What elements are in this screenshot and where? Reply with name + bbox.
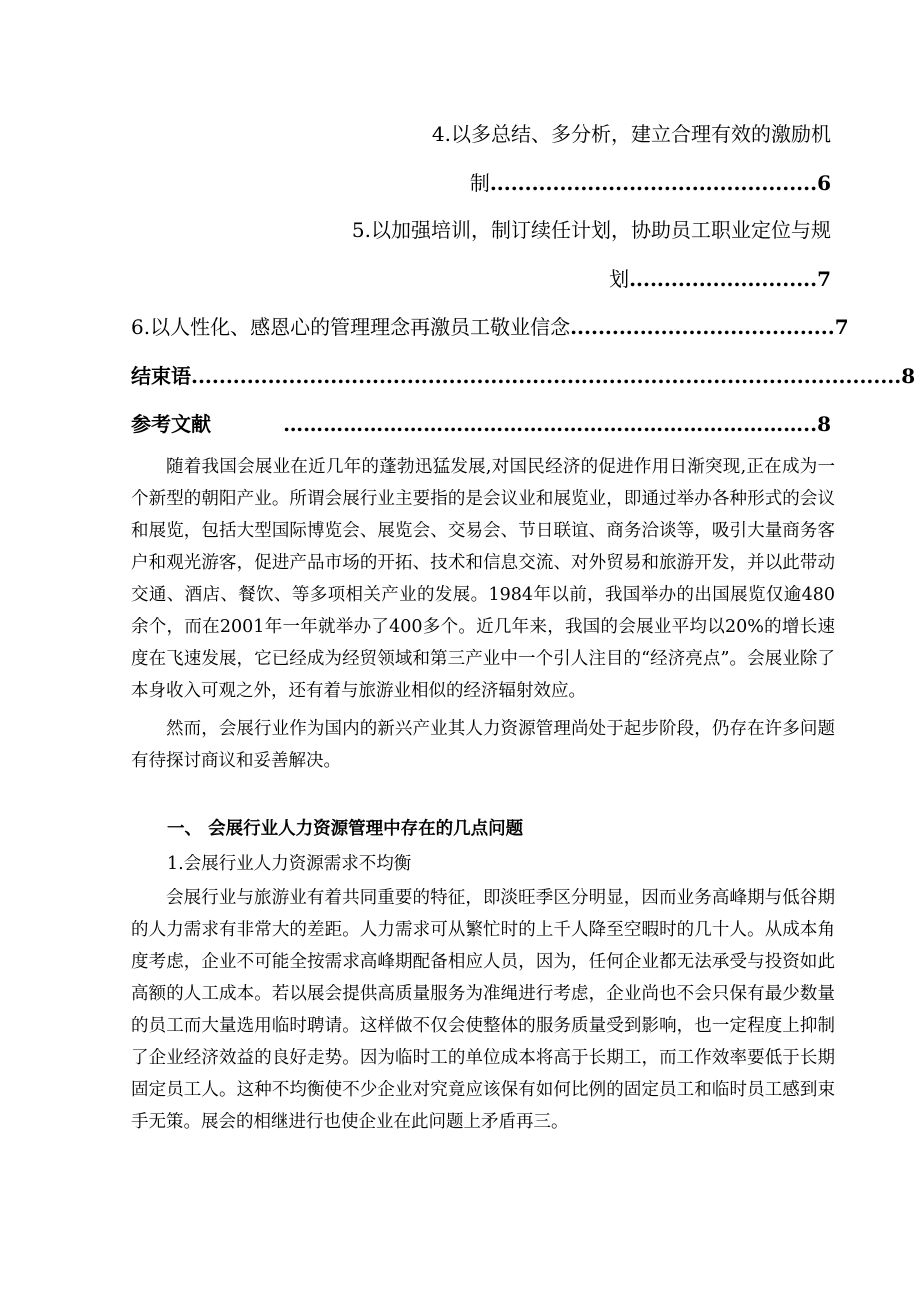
intro-paragraph-1: 随着我国会展业在近几年的蓬勃迅猛发展,对国民经济的促进作用日渐突现,正在成为一个新型的朝阳产业。所谓会展行业主要指的是会议业和展览业，即通过举办各种形式的会议和展览，包括大型国际博览会、展览会、交易会、节日联谊、商务洽谈等，吸引大量商务客户和观光游客，促进产品市场的开拓、技术和信息交流、对外贸易和旅游开发，并以此带动交通、酒店、餐饮、等多项相关产业的发展。1984年以前，我国举办的出国展览仅逾480余个，而在2001年一年就举办了400多个。近几年来，我国的会展业平均以20%的增长速度在飞速发展，它已经成为经贸领域和第三产业中一个引人注目的“经济亮点”。会展业除了本身收入可观之外，还有着与旅游业相似的经济辐射效应。	[131, 457, 835, 701]
toc-item-4-dots: ...............................................	[489, 171, 818, 195]
toc-item-6-title: 6.以人性化、感恩心的管理理念再激员工敬业信念	[131, 315, 571, 339]
toc-item-4-page: 6	[817, 171, 831, 195]
intro-paragraph-2: 然而，会展行业作为国内的新兴产业其人力资源管理尚处于起步阶段，仍存在许多问题有待探讨商议和妥善解决。	[131, 719, 835, 771]
toc-references[interactable]	[131, 412, 831, 436]
toc-item-4-title: 4.以多总结、多分析，建立合理有效的激励机	[431, 122, 831, 146]
toc-references-dots: ……………………………………………………………………..	[283, 412, 818, 436]
section-1-heading: 一、 会展行业人力资源管理中存在的几点问题	[167, 819, 524, 839]
toc-item-6-dots: ......................................	[570, 315, 835, 339]
toc-item-5-line1[interactable]	[131, 218, 831, 242]
toc-item-4-line1[interactable]	[131, 122, 831, 146]
toc-item-4-line2[interactable]	[131, 171, 831, 195]
toc-item-6[interactable]	[131, 315, 849, 339]
toc-references-page: 8	[817, 412, 831, 436]
toc-conclusion[interactable]	[131, 364, 916, 388]
toc-item-4-title-cont: 制	[469, 171, 490, 195]
toc-item-5-line2[interactable]	[131, 267, 831, 291]
section-1-paragraph: 会展行业与旅游业有着共同重要的特征，即淡旺季区分明显，因而业务高峰期与低谷期的人力需求有非常大的差距。人力需求可从繁忙时的上千人降至空暇时的几十人。从成本角度考虑，企业不可能全按需求高峰期配备相应人员，因为，任何企业都无法承受与投资如此高额的人工成本。若以展会提供高质量服务为准绳进行考虑，企业尚也不会只保有最少数量的员工而大量选用临时聘请。这样做不仅会使整体的服务质量受到影响，也一定程度上抑制了企业经济效益的良好走势。因为临时工的单位成本将高于长期工，而工作效率要低于长期固定员工人。这种不均衡使不少企业对究竟应该保有如何比例的固定员工和临时员工感到束手无策。展会的相继进行也使企业在此问题上矛盾再三。	[131, 888, 835, 1132]
toc-item-6-page: 7	[834, 315, 849, 339]
toc-conclusion-title: 结束语	[131, 364, 191, 388]
subsection-1-heading: 1.会展行业人力资源需求不均衡	[167, 854, 412, 874]
toc-conclusion-page: 8	[901, 364, 916, 388]
intro-section	[131, 451, 835, 777]
section-1-body	[131, 882, 835, 1138]
toc-item-5-title: 5.以加强培训，制订续任计划，协助员工职业定位与规	[351, 218, 831, 242]
toc-conclusion-dots: ......................................................................................................	[191, 364, 902, 388]
toc-item-5-page: 7	[817, 267, 831, 291]
toc-references-title: 参考文献	[131, 412, 211, 436]
toc-item-5-title-cont: 划	[609, 267, 630, 291]
toc-item-5-dots: ...........................	[629, 267, 818, 291]
